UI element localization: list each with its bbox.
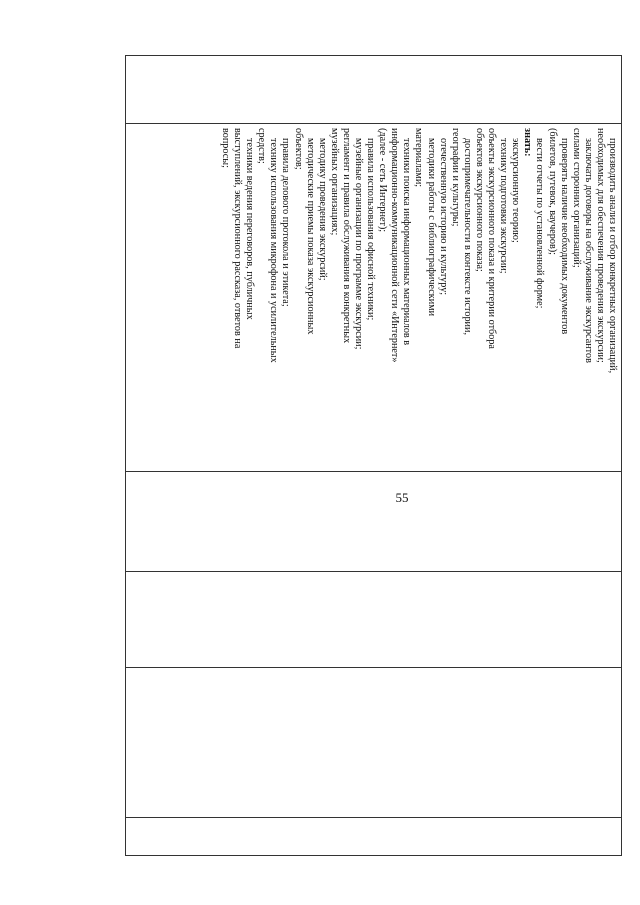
content-line: заключать договоры на обслуживание экскурсантов (582, 138, 594, 363)
content-line: вопросы; (220, 128, 231, 168)
content-line: техники поиска информационных материалов в (401, 138, 413, 346)
content-line: вести отчеты по установленной форме; (534, 138, 546, 309)
content-line: производить анализ и отбор конкретных организаций, (607, 138, 618, 374)
content-line: географии и культуры; (449, 128, 461, 227)
content-line: достопримечательности в контексте истории, (461, 138, 473, 336)
content-line: объектов; (292, 128, 304, 170)
content-line: методические приемы показа экскурсионных (304, 138, 316, 335)
content-line: необходимых для обеспечения проведения экскурсии; (594, 128, 606, 363)
content-line: регламент и правила обслуживания в конкретных (340, 128, 352, 344)
content-line: выступлений, экскурсионного рассказа, ответов на (232, 128, 244, 349)
content-line: средств; (256, 128, 268, 164)
content-line: музейных организациях; (328, 128, 340, 236)
curriculum-table (125, 55, 622, 856)
content-line: (далее - сеть Интернет); (377, 128, 389, 233)
rotated-page (102, 55, 622, 855)
content-line: знать: (522, 128, 534, 157)
table-cell-empty (126, 668, 622, 818)
content-line: материалами; (413, 128, 425, 188)
content-line: правила делового протокола и этикета; (280, 138, 292, 307)
content-line: технику использования микрофона и усилительных (268, 138, 280, 363)
table-cell-empty (126, 472, 622, 572)
content-line: техники ведения переговоров, публичных (244, 138, 256, 320)
table-cell-empty (126, 572, 622, 668)
content-line: методику проведения экскурсий; (316, 138, 328, 281)
content-line: силами сторонних организаций; (570, 128, 582, 268)
content-line: музейные организации по программе экскурсии; (353, 138, 365, 350)
competency-list (219, 128, 618, 467)
content-line: правила использования офисной техники; (365, 138, 377, 321)
content-line: информационно-коммуникационной сети «Интернет» (389, 128, 401, 363)
table-cell-empty (126, 818, 622, 856)
content-line: проверять наличие необходимых документов (558, 138, 570, 335)
content-line: объекты экскурсионного показа и критерии отбора (486, 128, 498, 349)
content-line: технику подготовки экскурсии; (498, 138, 510, 274)
page-number: 55 (395, 490, 409, 505)
content-line: (билетов, путевок, ваучеров); (546, 128, 558, 255)
table-row (126, 56, 622, 856)
table-cell-content (126, 124, 622, 472)
content-line: экскурсионную теорию; (510, 138, 522, 243)
table-cell-index (126, 56, 622, 124)
content-line: объектов экскурсионного показа; (473, 128, 485, 272)
content-line: отечественную историю и культуру; (437, 138, 449, 296)
content-line: методики работы с библиографическими (425, 138, 437, 317)
